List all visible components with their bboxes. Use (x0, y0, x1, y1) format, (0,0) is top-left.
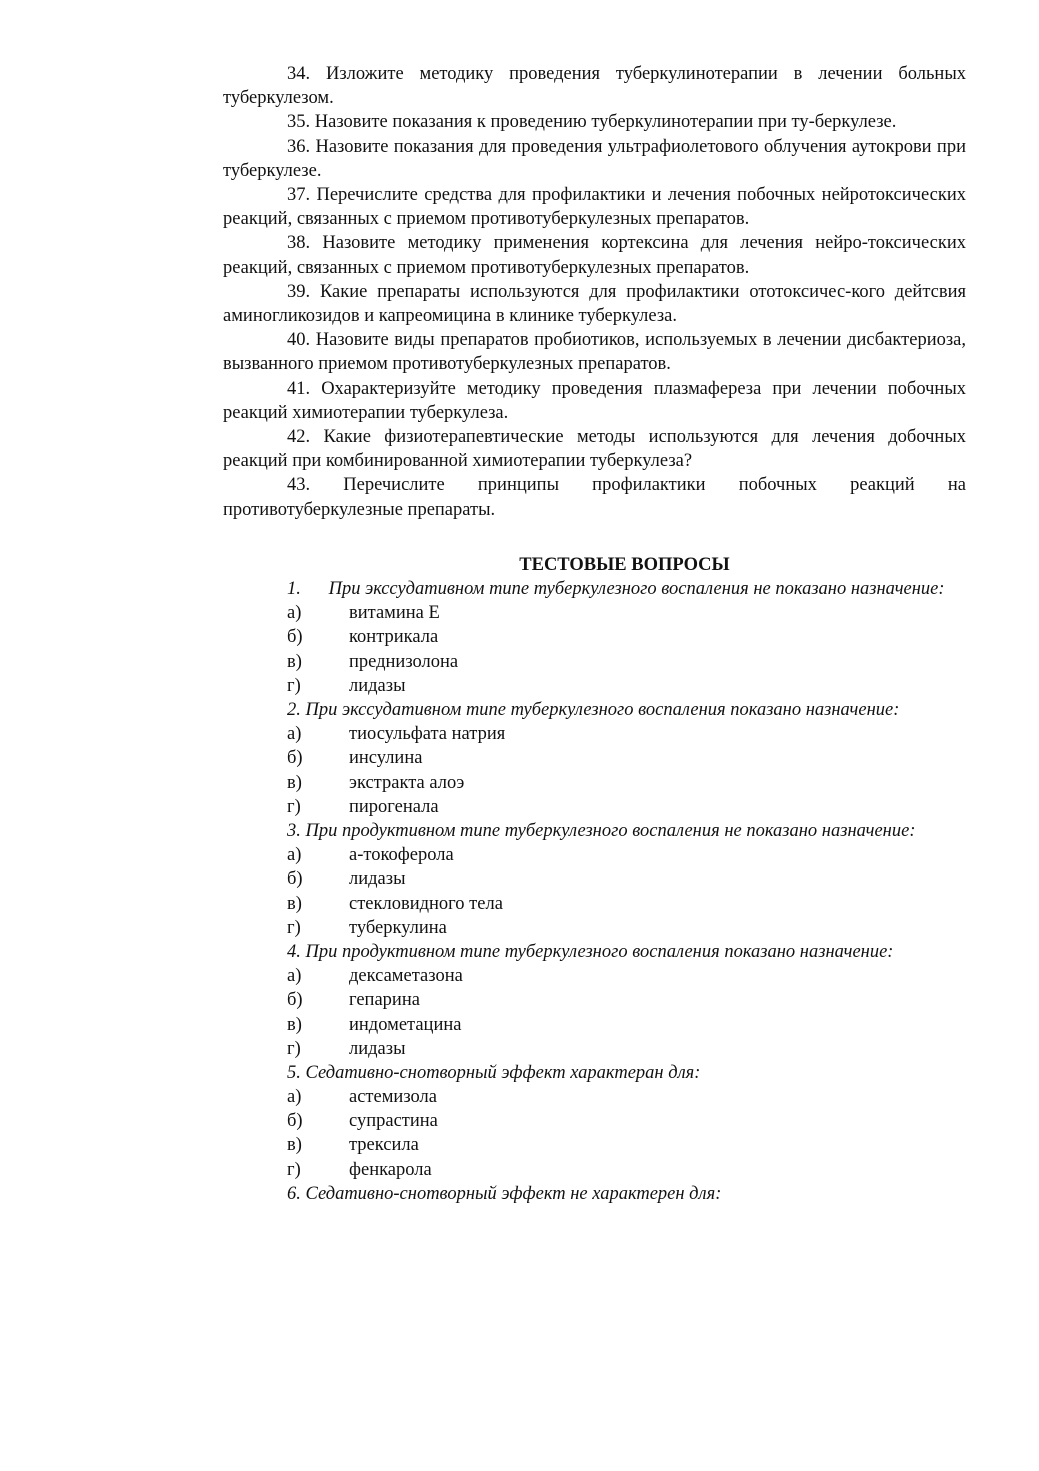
option-text: витамина Е (349, 603, 440, 624)
answer-option (223, 795, 966, 819)
option-text: туберкулина (349, 917, 447, 938)
option-letter: г) (287, 1159, 301, 1180)
question-36: 36. Назовите показания для проведения ультрафиолетового облучения аутокрови при туберкулезе. (223, 136, 966, 181)
answer-option (223, 746, 966, 770)
answer-option (223, 674, 966, 698)
document-page (223, 62, 966, 1206)
option-letter: б) (287, 990, 303, 1011)
question-41: 41. Охарактеризуйте методику проведения плазмафереза при лечении побочных реакций химиотерапии туберкулеза. (223, 378, 966, 423)
option-letter: г) (287, 917, 301, 938)
option-letter: б) (287, 748, 303, 769)
answer-options (223, 964, 966, 1061)
test-question-text: 4. При продуктивном типе туберкулезного воспаления показано назначение: (287, 941, 894, 962)
question-37: 37. Перечислите средства для профилактики и лечения побочных нейротоксических реакций, связанных с приемом противотуберкулезных препаратов. (223, 185, 966, 230)
test-question-5 (223, 1061, 966, 1182)
answer-option (223, 1013, 966, 1037)
answer-option (223, 625, 966, 649)
option-text: индометацина (349, 1014, 462, 1035)
question-43: 43. Перечислите принципы профилактики побочных реакций на противотуберкулезные препараты. (223, 475, 966, 520)
option-text: стекловидного тела (349, 893, 503, 914)
option-text: фенкарола (349, 1159, 432, 1180)
question-42: 42. Какие физиотерапевтические методы используются для лечения добочных реакций при комбинированной химиотерапии туберкулеза? (223, 427, 966, 472)
question-35: 35. Назовите показания к проведению туберкулинотерапии при ту-беркулезе. (287, 112, 897, 133)
test-question-text: 6. Седативно-снотворный эффект не характерен для: (287, 1183, 722, 1204)
question-38: 38. Назовите методику применения кортексина для лечения нейро-токсических реакций, связанных с приемом противотуберкулезных препаратов. (223, 233, 966, 278)
option-letter: г) (287, 675, 301, 696)
answer-option (223, 771, 966, 795)
answer-option (223, 867, 966, 891)
test-question-text: 2. При экссудативном типе туберкулезного воспаления показано назначение: (287, 700, 900, 721)
review-questions (223, 62, 966, 522)
test-section-heading: ТЕСТОВЫЕ ВОПРОСЫ (519, 554, 730, 575)
option-letter: в) (287, 893, 302, 914)
answer-options (223, 1085, 966, 1182)
test-question-6 (223, 1182, 966, 1206)
answer-option (223, 1037, 966, 1061)
answer-option (223, 843, 966, 867)
option-text: а-токоферола (349, 845, 454, 866)
option-text: экстракта алоэ (349, 772, 465, 793)
option-letter: в) (287, 772, 302, 793)
option-letter: б) (287, 1111, 303, 1132)
option-text: астемизола (349, 1087, 437, 1108)
option-text: пирогенала (349, 796, 439, 817)
option-text: лидазы (349, 675, 406, 696)
option-letter: в) (287, 1135, 302, 1156)
answer-option (223, 1085, 966, 1109)
answer-options (223, 843, 966, 940)
option-text: лидазы (349, 869, 406, 890)
answer-options (223, 722, 966, 819)
answer-option (223, 988, 966, 1012)
answer-option (223, 964, 966, 988)
option-letter: а) (287, 1087, 302, 1108)
option-letter: а) (287, 603, 302, 624)
option-letter: г) (287, 796, 301, 817)
test-question-3 (223, 819, 966, 940)
option-letter: а) (287, 845, 302, 866)
test-question-2 (223, 698, 966, 819)
answer-option (223, 892, 966, 916)
answer-option (223, 1109, 966, 1133)
option-letter: а) (287, 966, 302, 987)
option-text: лидазы (349, 1038, 406, 1059)
answer-option (223, 916, 966, 940)
answer-option (223, 650, 966, 674)
test-question-1 (223, 577, 966, 698)
question-39: 39. Какие препараты используются для профилактики ототоксичес-кого дейтсвия аминогликозидов и капреомицина в клинике туберкулеза. (223, 281, 966, 327)
question-40: 40. Назовите виды препаратов пробиотиков, используемых в лечении дисбактериоза, вызванного приемом противотуберкулезных препаратов. (223, 330, 966, 375)
option-letter: а) (287, 724, 302, 745)
option-text: инсулина (349, 748, 423, 769)
answer-option (223, 722, 966, 746)
test-question-text: 5. Седативно-снотворный эффект характеран для: (287, 1062, 701, 1083)
test-questions (223, 577, 966, 1206)
answer-option (223, 1133, 966, 1157)
option-letter: б) (287, 627, 303, 648)
option-text: гепарина (349, 990, 420, 1011)
option-text: тиосульфата натрия (349, 724, 506, 745)
answer-option (223, 1158, 966, 1182)
option-letter: в) (287, 1014, 302, 1035)
option-text: преднизолона (349, 651, 459, 672)
option-letter: б) (287, 869, 303, 890)
option-text: контрикала (349, 627, 439, 648)
test-question-text: 1. При экссудативном типе туберкулезного воспаления не показано назначение: (287, 579, 945, 600)
answer-option (223, 601, 966, 625)
option-text: дексаметазона (349, 966, 463, 987)
option-text: трексила (349, 1135, 419, 1156)
question-34: 34. Изложите методику проведения туберкулинотерапии в лечении больных туберкулезом. (223, 64, 966, 109)
test-question-text: 3. При продуктивном типе туберкулезного воспаления не показано назначение: (287, 820, 916, 841)
option-text: супрастина (349, 1111, 438, 1132)
test-question-4 (223, 940, 966, 1061)
answer-options (223, 601, 966, 698)
option-letter: г) (287, 1038, 301, 1059)
option-letter: в) (287, 651, 302, 672)
